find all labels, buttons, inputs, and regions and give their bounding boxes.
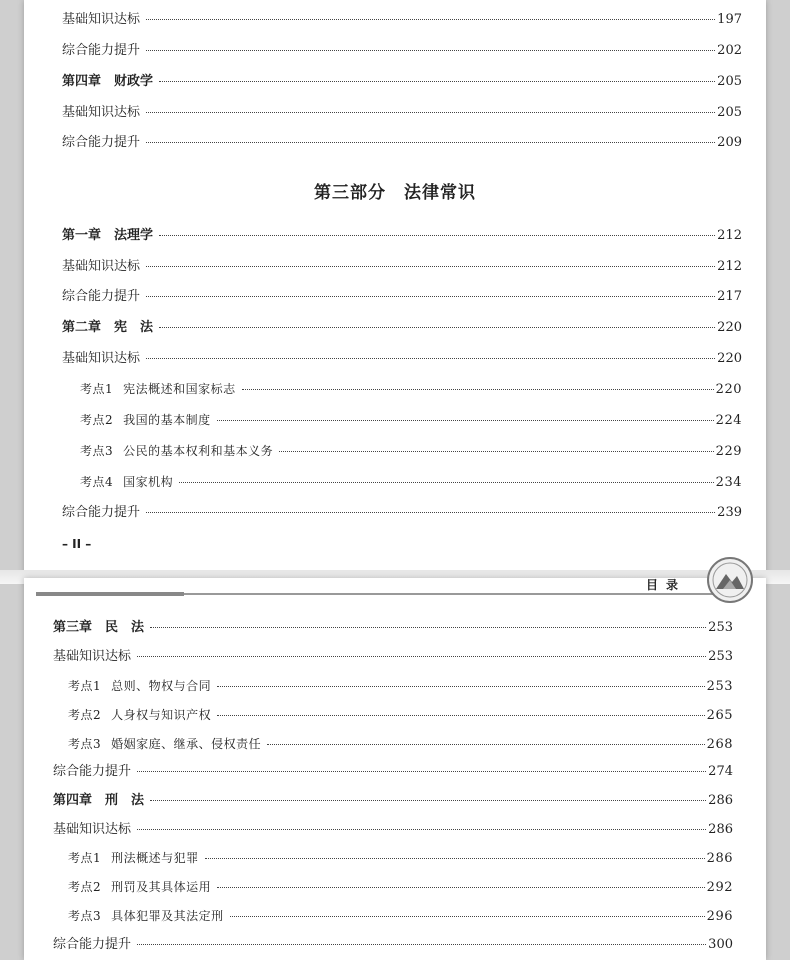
toc-subentry[interactable] [80,474,742,490]
dot-leader [279,451,714,452]
toc-page-number: 220 [717,351,742,366]
toc-page-number: 239 [717,505,742,520]
toc-page-number: 234 [715,475,742,490]
toc-label: 基础知识达标 [62,351,141,366]
publisher-logo [706,556,754,604]
dot-leader [217,887,705,888]
dot-leader [159,235,715,236]
toc-page-number: 197 [717,12,742,27]
toc-chapter-entry[interactable] [62,228,742,244]
toc-label: 基础知识达标 [62,105,141,120]
toc-label: 综合能力提升 [62,135,141,150]
header-rule-accent [36,592,184,596]
toc-subentry[interactable] [80,443,742,459]
toc-label: 综合能力提升 [62,43,141,58]
toc-page-number: 209 [717,135,742,150]
toc-page-number: 300 [708,937,733,952]
dot-leader [150,627,706,628]
dot-leader [137,771,706,772]
toc-sub-label: 人身权与知识产权 [111,708,212,722]
toc-page-number: 286 [706,851,733,866]
dot-leader [150,800,706,801]
toc-chapter-label: 第四章 财政学 [62,74,154,89]
dot-leader [230,916,705,917]
toc-entry[interactable] [62,505,742,521]
dot-leader [217,715,705,716]
part-title: 第三部分 法律常识 [314,183,476,203]
toc-subentry[interactable] [68,850,733,866]
toc-label: 综合能力提升 [53,764,132,779]
dot-leader [205,858,705,859]
dot-leader [242,389,714,390]
toc-sub-label: 公民的基本权利和基本义务 [123,444,274,458]
toc-subentry[interactable] [68,736,733,752]
toc-entry[interactable] [62,289,742,305]
dot-leader [146,112,715,113]
toc-sub-label: 国家机构 [123,475,174,489]
kaodian-key: 考点3 [80,444,114,458]
toc-chapter-label: 第二章 宪 法 [62,320,154,335]
toc-label: 基础知识达标 [62,259,141,274]
dot-leader [137,829,706,830]
toc-page-number: 253 [708,649,733,664]
kaodian-key: 考点4 [80,475,114,489]
kaodian-key: 考点2 [68,708,102,722]
dot-leader [217,420,714,421]
toc-page-number: 268 [706,737,733,752]
dot-leader [159,327,715,328]
dot-leader [267,744,705,745]
dot-leader [146,50,715,51]
toc-page-number: 296 [706,909,733,924]
toc-subentry[interactable] [68,678,733,694]
toc-page-number: 212 [717,259,742,274]
toc-label: 综合能力提升 [62,505,141,520]
toc-subentry[interactable] [80,412,742,428]
toc-label: 基础知识达标 [62,12,141,27]
dot-leader [179,482,714,483]
toc-page-number: 205 [717,105,742,120]
toc-subentry[interactable] [80,381,742,397]
toc-sub-label: 具体犯罪及其法定刑 [111,909,224,923]
toc-sub-label: 总则、物权与合同 [111,679,212,693]
toc-page-number: 265 [706,708,733,723]
toc-entry[interactable] [53,822,733,838]
dot-leader [137,944,706,945]
toc-page-number: 217 [717,289,742,304]
toc-sub-label: 刑罚及其具体运用 [111,880,212,894]
toc-page-number: 220 [717,320,742,335]
toc-chapter-entry[interactable] [62,74,742,90]
dot-leader [146,266,715,267]
kaodian-key: 考点1 [68,679,102,693]
dot-leader [217,686,705,687]
page-folio: – II – [62,537,92,551]
toc-page-number: 253 [706,679,733,694]
toc-page-number: 205 [717,74,742,89]
toc-page-number: 212 [717,228,742,243]
toc-sub-label: 刑法概述与犯罪 [111,851,199,865]
toc-page-number: 274 [708,764,733,779]
toc-chapter-label: 第一章 法理学 [62,228,154,243]
dot-leader [146,512,715,513]
toc-label: 基础知识达标 [53,822,132,837]
toc-page-number: 202 [717,43,742,58]
toc-sub-label: 宪法概述和国家标志 [123,382,236,396]
toc-label: 基础知识达标 [53,649,132,664]
toc-chapter-entry[interactable] [53,620,733,636]
toc-page-number: 286 [708,822,733,837]
running-head: 目录 [646,578,687,592]
dot-leader [146,19,715,20]
toc-page-number: 220 [715,382,742,397]
toc-subentry[interactable] [68,879,733,895]
toc-entry[interactable] [53,937,733,953]
toc-page-number: 229 [715,444,742,459]
toc-page-number: 286 [708,793,733,808]
kaodian-key: 考点3 [68,737,102,751]
dot-leader [146,142,715,143]
toc-entry[interactable] [62,259,742,275]
kaodian-key: 考点2 [68,880,102,894]
toc-chapter-entry[interactable] [53,793,733,809]
toc-chapter-label: 第四章 刑 法 [53,793,145,808]
toc-sub-label: 我国的基本制度 [123,413,211,427]
toc-sub-label: 婚姻家庭、继承、侵权责任 [111,737,262,751]
dot-leader [159,81,715,82]
toc-subentry[interactable] [68,908,733,924]
toc-entry[interactable] [62,135,742,151]
kaodian-key: 考点3 [68,909,102,923]
toc-entry[interactable] [53,649,733,665]
toc-chapter-label: 第三章 民 法 [53,620,145,635]
toc-label: 综合能力提升 [62,289,141,304]
toc-entry[interactable] [62,105,742,121]
toc-page-number: 253 [708,620,733,635]
dot-leader [137,656,706,657]
toc-entry[interactable] [62,351,742,367]
toc-label: 综合能力提升 [53,937,132,952]
dot-leader [146,358,715,359]
toc-chapter-entry[interactable] [62,320,742,336]
toc-entry[interactable] [62,12,742,28]
dot-leader [146,296,715,297]
toc-page-number: 224 [715,413,742,428]
toc-page-number: 292 [706,880,733,895]
toc-entry[interactable] [53,764,733,780]
toc-subentry[interactable] [68,707,733,723]
kaodian-key: 考点1 [80,382,114,396]
toc-entry[interactable] [62,43,742,59]
kaodian-key: 考点1 [68,851,102,865]
kaodian-key: 考点2 [80,413,114,427]
